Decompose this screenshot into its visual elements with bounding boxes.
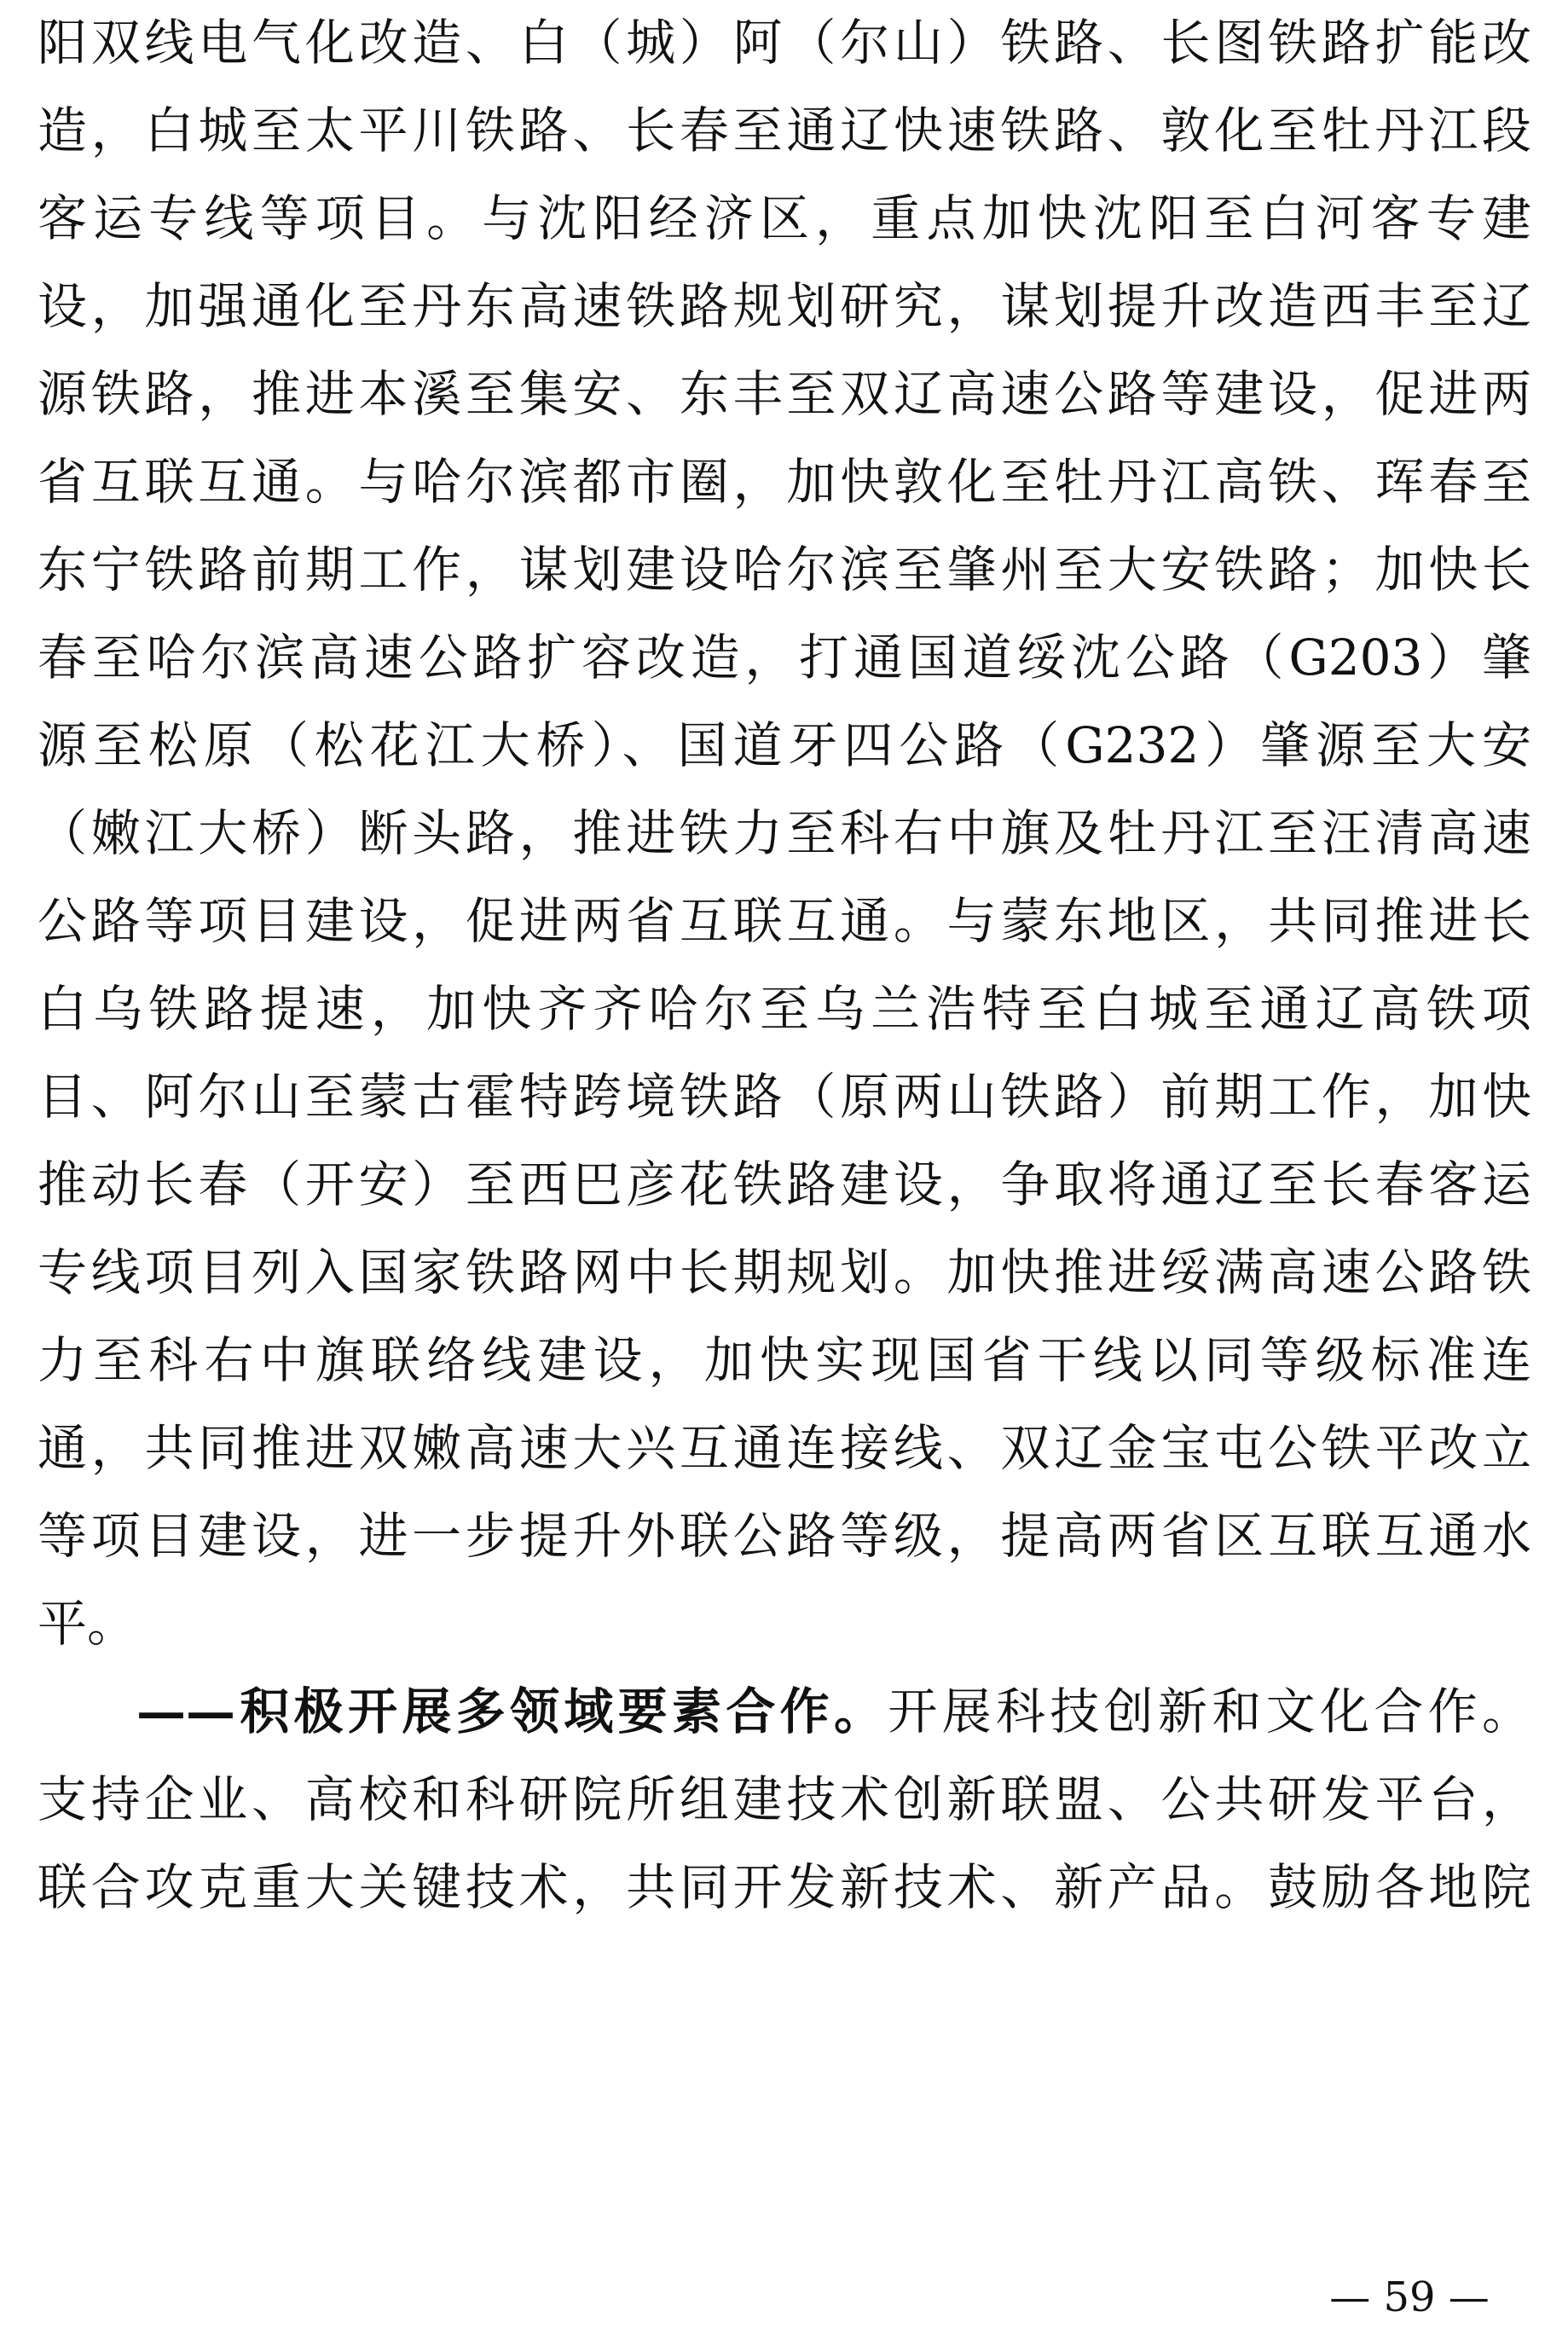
text-line: 目、阿尔山至蒙古霍特跨境铁路（原两山铁路）前期工作，加快 [38, 1068, 1531, 1126]
text-line: 阳双线电气化改造、白（城）阿（尔山）铁路、长图铁路扩能改 [38, 14, 1531, 72]
text-line: 源至松原（松花江大桥）、国道牙四公路（G232）肇源至大安 [38, 716, 1531, 774]
text-line: 东宁铁路前期工作，谋划建设哈尔滨至肇州至大安铁路；加快长 [38, 541, 1531, 599]
text-line: 白乌铁路提速，加快齐齐哈尔至乌兰浩特至白城至通辽高铁项 [38, 980, 1531, 1038]
text-line: 造，白城至太平川铁路、长春至通辽快速铁路、敦化至牡丹江段 [38, 101, 1531, 159]
text-line: 通，共同推进双嫩高速大兴互通连接线、双辽金宝屯公铁平改立 [38, 1419, 1531, 1477]
text-line: 平。 [38, 1595, 137, 1653]
section-heading: ——积极开展多领域要素合作。 [136, 1683, 888, 1741]
text-line: 源铁路，推进本溪至集安、东丰至双辽高速公路等建设，促进两 [38, 365, 1531, 423]
text-line: （嫩江大桥）断头路，推进铁力至科右中旗及牡丹江至汪清高速 [38, 804, 1531, 862]
text-line: 力至科右中旗联络线建设，加快实现国省干线以同等级标准连 [38, 1331, 1531, 1389]
text-line [136, 1669, 1531, 1754]
text-line: 推动长春（开安）至西巴彦花铁路建设，争取将通辽至长春客运 [38, 1156, 1531, 1213]
text-line: 公路等项目建设，促进两省互联互通。与蒙东地区，共同推进长 [38, 892, 1531, 950]
text-line: 客运专线等项目。与沈阳经济区，重点加快沈阳至白河客专建 [38, 189, 1531, 247]
text-line: 春至哈尔滨高速公路扩容改造，打通国道绥沈公路（G203）肇 [38, 628, 1531, 686]
text-line: 省互联互通。与哈尔滨都市圈，加快敦化至牡丹江高铁、珲春至 [38, 453, 1531, 511]
text-line: 设，加强通化至丹东高速铁路规划研究，谋划提升改造西丰至辽 [38, 277, 1531, 335]
text-line: 等项目建设，进一步提升外联公路等级，提高两省区互联互通水 [38, 1507, 1531, 1565]
page-number: — 59 — [1329, 2273, 1490, 2321]
text-line: 专线项目列入国家铁路网中长期规划。加快推进绥满高速公路铁 [38, 1243, 1531, 1301]
text-line: 联合攻克重大关键技术，共同开发新技术、新产品。鼓励各地院 [38, 1858, 1531, 1916]
text-line: 支持企业、高校和科研院所组建技术创新联盟、公共研发平台， [38, 1770, 1531, 1828]
text-run: 开展科技创新和文化合作。 [888, 1683, 1531, 1741]
